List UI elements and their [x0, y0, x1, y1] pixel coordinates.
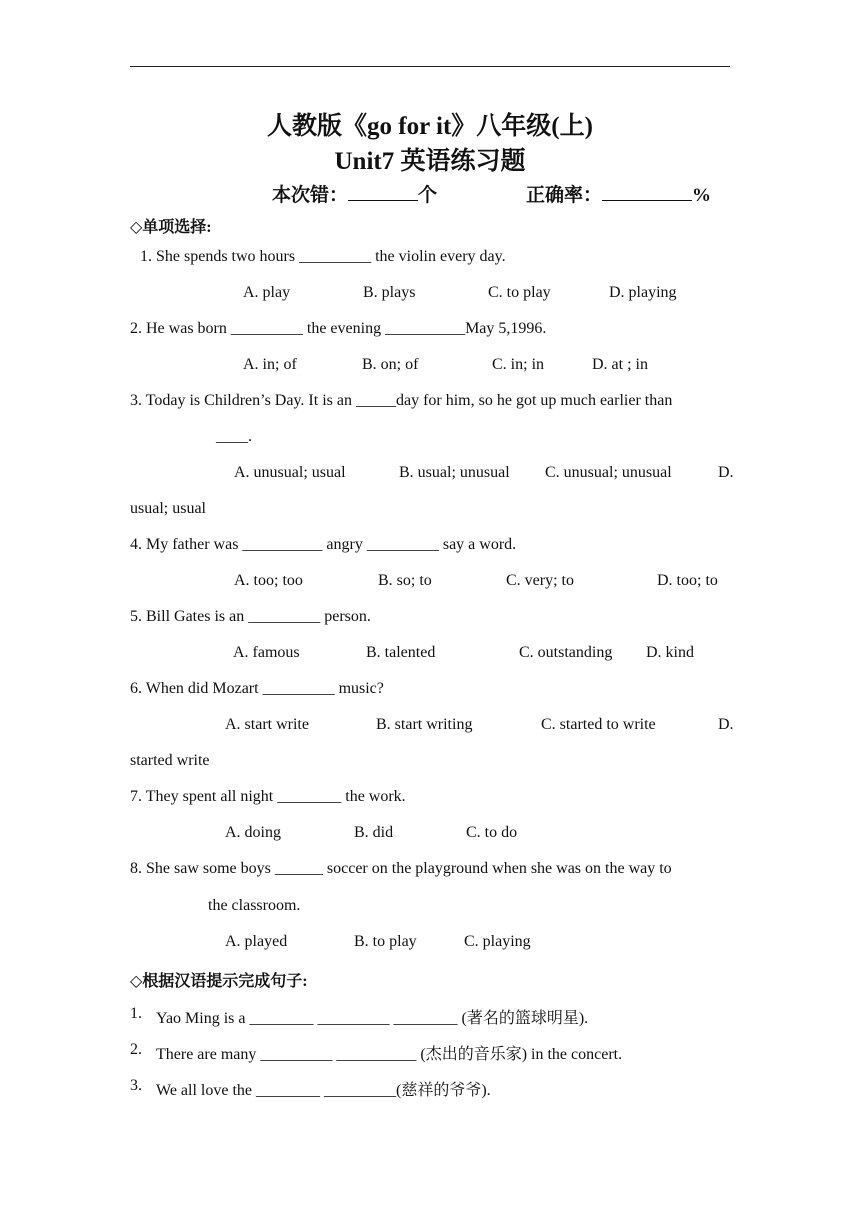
q1-option-b: B. plays — [363, 284, 416, 301]
q3-option-b: B. usual; unusual — [399, 464, 510, 481]
q6-option-c: C. started to write — [541, 716, 656, 733]
wrong-count-blank[interactable] — [348, 183, 418, 201]
q7-option-a: A. doing — [225, 824, 281, 841]
wrong-label: 本次错： — [272, 185, 349, 206]
sentence-1: Yao Ming is a ________ _________ ________ (著名的篮球明星). — [156, 1010, 589, 1027]
section-heading-translate: ◇根据汉语提示完成句子: — [130, 973, 308, 990]
q8-option-b: B. to play — [354, 933, 417, 950]
q1-option-d: D. playing — [609, 284, 677, 301]
sentence-3: We all love the ________ _________(慈祥的爷爷). — [156, 1082, 491, 1099]
q7-option-b: B. did — [354, 824, 394, 841]
q8-option-c: C. playing — [464, 933, 531, 950]
q4-option-c: C. very; to — [506, 572, 574, 589]
q6-option-d-cont: started write — [130, 752, 210, 769]
wrong-unit: 个 — [418, 185, 438, 206]
q1-option-c: C. to play — [488, 284, 551, 301]
question-5: 5. Bill Gates is an _________ person. — [130, 608, 371, 625]
question-8: 8. She saw some boys ______ soccer on the playground when she was on the way to — [130, 860, 672, 877]
rate-label: 正确率： — [526, 185, 603, 206]
q1-option-a: A. play — [243, 284, 291, 301]
question-1: 1. She spends two hours _________ the violin every day. — [140, 248, 506, 265]
page-title: 人教版《go for it》八年级(上) — [267, 113, 593, 140]
q3-option-a: A. unusual; usual — [234, 464, 346, 481]
q3-option-d: D. — [718, 464, 734, 481]
q2-option-c: C. in; in — [492, 356, 545, 373]
question-4: 4. My father was __________ angry _________ say a word. — [130, 536, 517, 553]
q2-option-d: D. at ; in — [592, 356, 648, 373]
rate-unit: % — [692, 185, 712, 206]
question-2: 2. He was born _________ the evening __________May 5,1996. — [130, 320, 547, 337]
question-8-cont: the classroom. — [208, 897, 301, 914]
question-7: 7. They spent all night ________ the work. — [130, 788, 406, 805]
accuracy-rate — [526, 180, 711, 207]
section-heading-choice: ◇单项选择: — [130, 219, 212, 236]
sentence-3-number: 3. — [130, 1077, 142, 1094]
page-subtitle: Unit7 英语练习题 — [334, 148, 526, 175]
q6-option-b: B. start writing — [376, 716, 473, 733]
sentence-2-number: 2. — [130, 1041, 142, 1058]
q2-option-b: B. on; of — [362, 356, 419, 373]
q3-option-d-cont: usual; usual — [130, 500, 206, 517]
wrong-count — [272, 180, 437, 207]
q2-option-a: A. in; of — [243, 356, 297, 373]
q3-option-c: C. unusual; unusual — [545, 464, 672, 481]
q4-option-d: D. too; to — [657, 572, 718, 589]
sentence-1-number: 1. — [130, 1005, 142, 1022]
question-6: 6. When did Mozart _________ music? — [130, 680, 384, 697]
q7-option-c: C. to do — [466, 824, 518, 841]
q6-option-a: A. start write — [225, 716, 309, 733]
question-3: 3. Today is Children’s Day. It is an _____day for him, so he got up much earlier than — [130, 392, 673, 409]
q8-option-a: A. played — [225, 933, 288, 950]
q5-option-c: C. outstanding — [519, 644, 613, 661]
header-rule — [130, 66, 730, 67]
q6-option-d: D. — [718, 716, 734, 733]
q5-option-d: D. kind — [646, 644, 694, 661]
q4-option-b: B. so; to — [378, 572, 432, 589]
rate-blank[interactable] — [602, 183, 692, 201]
sentence-2: There are many _________ __________ (杰出的音乐家) in the concert. — [156, 1046, 623, 1063]
q5-option-b: B. talented — [366, 644, 436, 661]
question-3-cont: ____. — [216, 428, 252, 445]
q4-option-a: A. too; too — [234, 572, 303, 589]
q5-option-a: A. famous — [233, 644, 300, 661]
